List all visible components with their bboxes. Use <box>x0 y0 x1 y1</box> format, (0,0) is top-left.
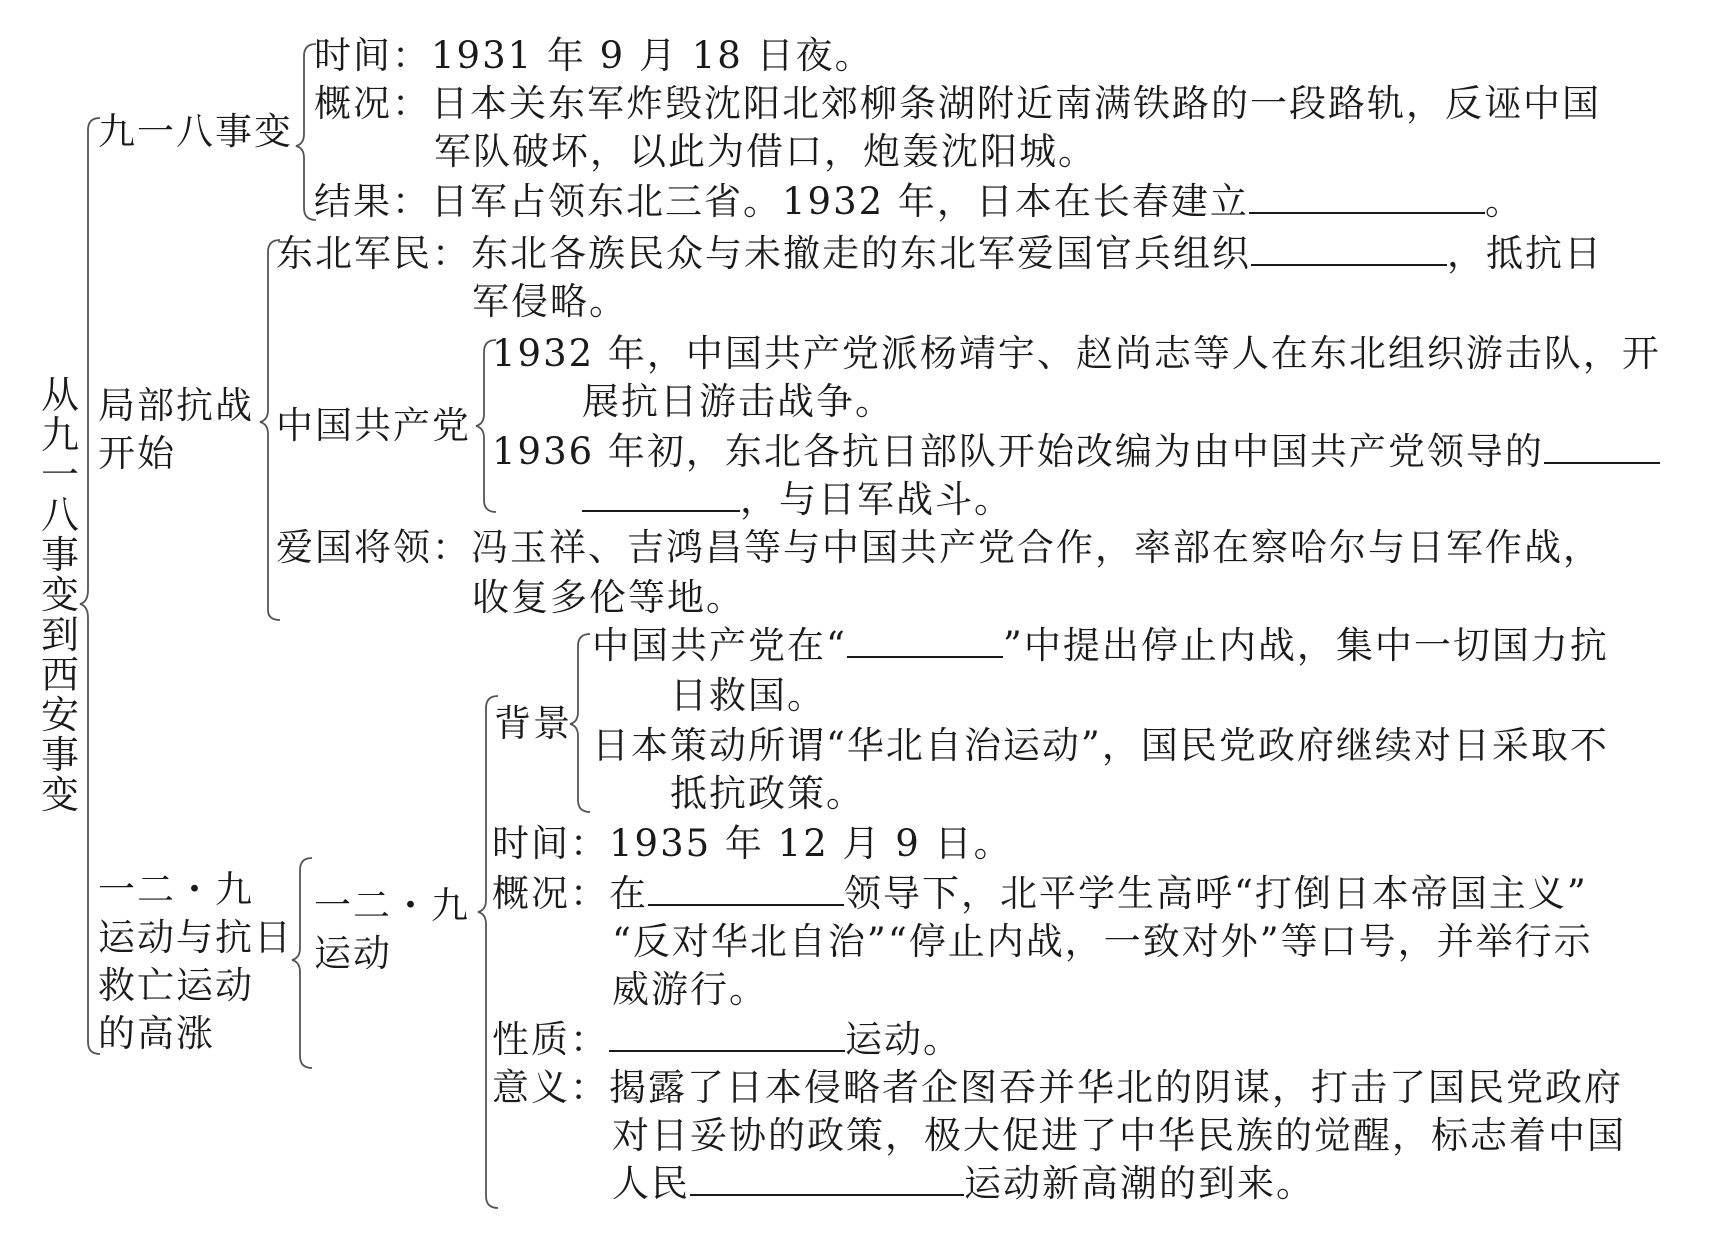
b1-bracket <box>296 44 316 220</box>
b3-summary-value-3: 威游行。 <box>612 968 768 1011</box>
b2-cpc-item-2b-text: ，与日军战斗。 <box>740 478 1013 521</box>
b3-nature-value: 运动。 <box>845 1018 962 1061</box>
b2-northeast-value-3: 军侵略。 <box>472 280 628 323</box>
b1-time-key: 时间： <box>314 34 431 77</box>
b3-time-value: 1935 年 12 月 9 日。 <box>609 822 1013 865</box>
b3-title-line-2: 运动与抗日 <box>98 916 293 959</box>
blank-anti-japanese-army-part1[interactable] <box>1544 428 1660 464</box>
b2-cpc-item-1a: 1932 年，中国共产党派杨靖宇、赵尚志等人在东北组织游击队，开 <box>492 332 1661 375</box>
b1-title: 九一八事变 <box>98 110 293 153</box>
blank-anti-japanese-army-part2[interactable] <box>582 476 740 512</box>
b3-title-line-1: 一二・九 <box>98 868 254 911</box>
b3-bg-item-1a-pre: 中国共产党在“ <box>592 624 847 667</box>
b2-northeast-value-1: 东北各族民众与未撤走的东北军爱国官兵组织 <box>471 232 1251 275</box>
b3-significance <box>492 1064 1623 1112</box>
b3-bg-item-1c: 日救国。 <box>670 674 826 717</box>
b2-northeast-key: 东北军民： <box>276 232 471 275</box>
b2-generals-key: 爱国将领： <box>276 526 471 569</box>
b3-significance-value-1: 揭露了日本侵略者企图吞并华北的阴谋，打击了国民党政府 <box>609 1066 1623 1109</box>
b2-generals-value-1: 冯玉祥、吉鸿昌等与中国共产党合作，率部在察哈尔与日军作战， <box>471 526 1602 569</box>
b3-bg-item-2a: 日本策动所谓“华北自治运动”，国民党政府继续对日采取不 <box>592 724 1609 767</box>
b3-summary <box>492 870 1588 918</box>
b2-cpc-item-2a-text: 1936 年初，东北各抗日部队开始改编为由中国共产党领导的 <box>492 430 1544 473</box>
blank-puppet-state[interactable] <box>1249 178 1485 214</box>
b3-time <box>492 820 1013 868</box>
blank-leader[interactable] <box>648 870 844 906</box>
b2-generals <box>276 524 1602 572</box>
b1-summary-key: 概况： <box>314 82 431 125</box>
b2-cpc-label: 中国共产党 <box>276 404 471 447</box>
b1-summary <box>314 80 1601 128</box>
blank-movement[interactable] <box>690 1160 964 1196</box>
b3-time-key: 时间： <box>492 822 609 865</box>
b1-summary-value-1: 日本关东军炸毁沈阳北郊柳条湖附近南满铁路的一段路轨，反诬中国 <box>431 82 1601 125</box>
b2-title-line-2: 开始 <box>98 432 176 475</box>
b3-background-label: 背景 <box>494 702 572 745</box>
b2-cpc-item-2a <box>492 428 1660 476</box>
b3-summary-value-1a: 在 <box>609 872 648 915</box>
b3-significance-value-3b: 运动新高潮的到来。 <box>964 1162 1315 1205</box>
b2-title-line-1: 局部抗战 <box>98 384 254 427</box>
b3-summary-value-1b: 领导下，北平学生高呼“打倒日本帝国主义” <box>844 872 1588 915</box>
root-title: 从九一八事变到西安事变 <box>40 373 79 817</box>
blank-august-first-declaration[interactable] <box>847 622 1003 658</box>
b3-sub-line-2: 运动 <box>314 932 392 975</box>
b2-northeast <box>276 230 1603 278</box>
b3-significance-value-3 <box>612 1160 1315 1208</box>
b3-bg-item-1a <box>592 622 1609 670</box>
b3-title-line-4: 的高涨 <box>98 1012 215 1055</box>
sub-bracket <box>478 696 498 1208</box>
b3-sub-line-1: 一二・九 <box>314 884 470 927</box>
b2-generals-value-2: 收复多伦等地。 <box>472 576 745 619</box>
b1-summary-value-2: 军队破坏，以此为借口，炮轰沈阳城。 <box>434 130 1097 173</box>
b3-nature <box>492 1016 962 1064</box>
root-bracket <box>80 118 100 1054</box>
b3-significance-key: 意义： <box>492 1066 609 1109</box>
b2-cpc-item-2b <box>582 476 1013 524</box>
blank-nature[interactable] <box>609 1016 845 1052</box>
b3-summary-key: 概况： <box>492 872 609 915</box>
b3-bg-item-1a-post: ”中提出停止内战，集中一切国力抗 <box>1002 624 1609 667</box>
b1-result-key: 结果： <box>314 180 431 223</box>
b3-bg-item-2b: 抵抗政策。 <box>670 772 865 815</box>
b3-significance-value-3a: 人民 <box>612 1162 690 1205</box>
b3-summary-value-2: “反对华北自治”“停止内战，一致对外”等口号，并举行示 <box>612 920 1593 963</box>
b1-time-value: 1931 年 9 月 18 日夜。 <box>431 34 874 77</box>
b1-result <box>314 178 1524 226</box>
b3-significance-value-2: 对日妥协的政策，极大促进了中华民族的觉醒，标志着中国 <box>612 1114 1626 1157</box>
blank-volunteer-army[interactable] <box>1251 230 1447 266</box>
b2-cpc-item-1b: 展抗日游击战争。 <box>582 380 894 423</box>
bg-bracket <box>570 634 590 812</box>
b1-result-value-2: 。 <box>1484 180 1524 223</box>
b1-result-value-1: 日军占领东北三省。1932 年，日本在长春建立 <box>431 180 1249 223</box>
b3-nature-key: 性质： <box>492 1018 609 1061</box>
b1-time <box>314 32 874 80</box>
b3-title-line-3: 救亡运动 <box>98 964 254 1007</box>
b3-bracket <box>292 858 312 1068</box>
b2-northeast-value-2: ，抵抗日 <box>1447 232 1603 275</box>
